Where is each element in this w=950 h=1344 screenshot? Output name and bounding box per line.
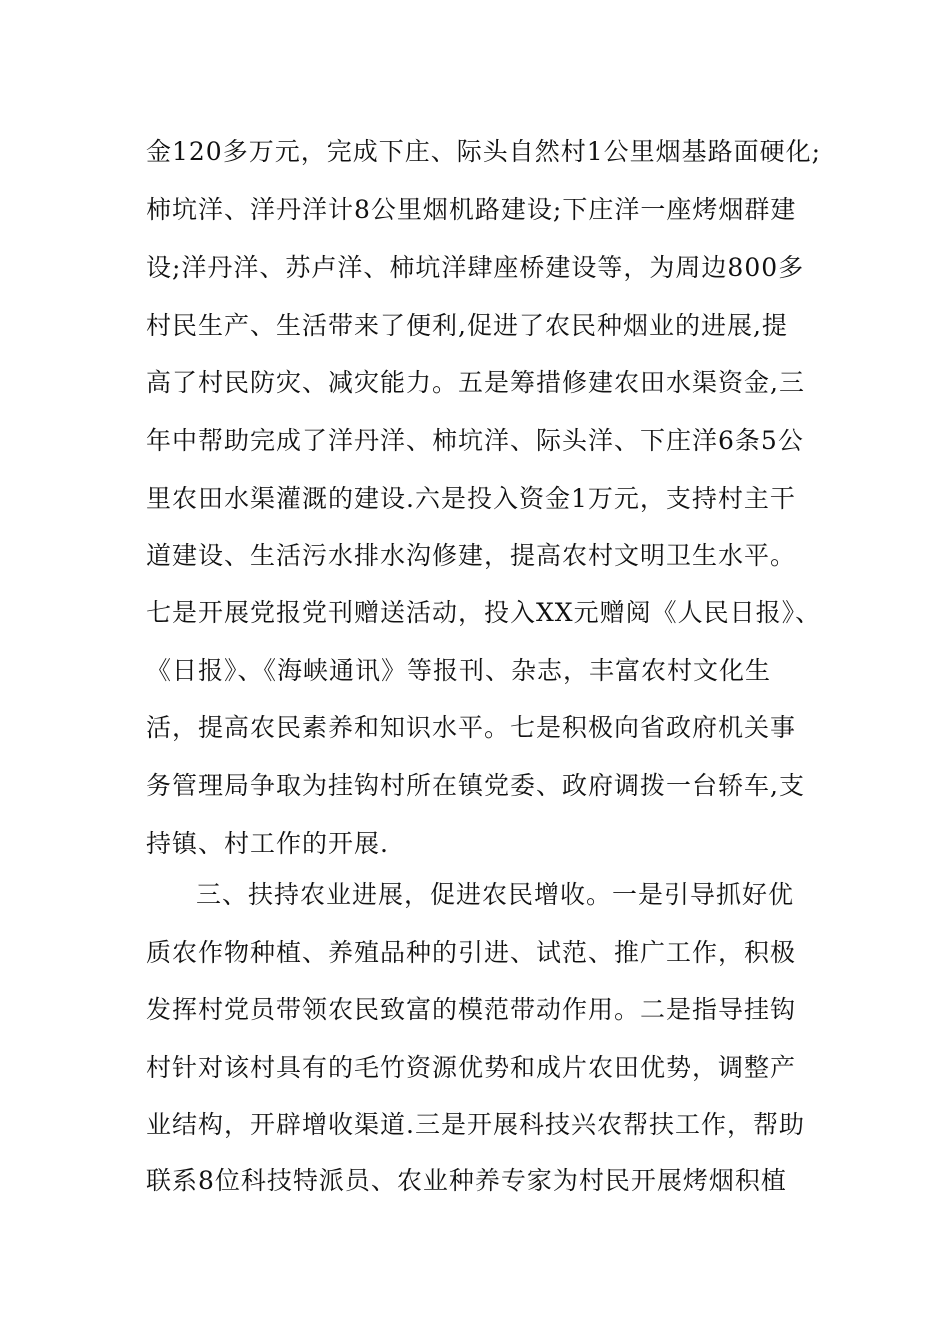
text-line: 活，提高农民素养和知识水平。七是积极向省政府机关事 (146, 713, 797, 742)
text-line: 金120多万元，完成下庄、际头自然村1公里烟基路面硬化; (146, 137, 822, 166)
text-line: 设;洋丹洋、苏卢洋、柿坑洋肆座桥建设等，为周边800多 (146, 253, 805, 282)
text-line: 发挥村党员带领农民致富的模范带动作用。二是指导挂钩 (146, 995, 797, 1024)
text-line: 质农作物种植、养殖品种的引进、试范、推广工作，积极 (146, 938, 797, 967)
text-line: 持镇、村工作的开展. (146, 829, 389, 858)
text-line: 业结构，开辟增收渠道.三是开展科技兴农帮扶工作，帮助 (146, 1110, 805, 1139)
text-line: 柿坑洋、洋丹洋计8公里烟机路建设;下庄洋一座烤烟群建 (146, 195, 797, 224)
text-line: 里农田水渠灌溉的建设.六是投入资金1万元，支持村主干 (146, 484, 796, 513)
text-line: 年中帮助完成了洋丹洋、柿坑洋、际头洋、下庄洋6条5公 (146, 426, 804, 455)
text-line: 村针对该村具有的毛竹资源优势和成片农田优势，调整产 (146, 1053, 797, 1082)
text-line: 七是开展党报党刊赠送活动，投入XX元赠阅《人民日报》、 (146, 598, 822, 627)
text-line: 道建设、生活污水排水沟修建，提高农村文明卫生水平。 (146, 541, 797, 570)
text-line: 务管理局争取为挂钩村所在镇党委、政府调拨一台轿车,支 (146, 771, 805, 800)
text-line: 联系8位科技特派员、农业种养专家为村民开展烤烟积植 (146, 1166, 787, 1195)
text-line: 《日报》、《海峡通讯》等报刊、杂志，丰富农村文化生 (146, 656, 772, 685)
text-line: 村民生产、生活带来了便利,促进了农民种烟业的进展,提 (146, 311, 788, 340)
paragraph-start-line: 三、扶持农业进展，促进农民增收。一是引导抓好优 (196, 880, 795, 909)
text-line: 高了村民防灾、减灾能力。五是筹措修建农田水渠资金,三 (146, 368, 805, 397)
